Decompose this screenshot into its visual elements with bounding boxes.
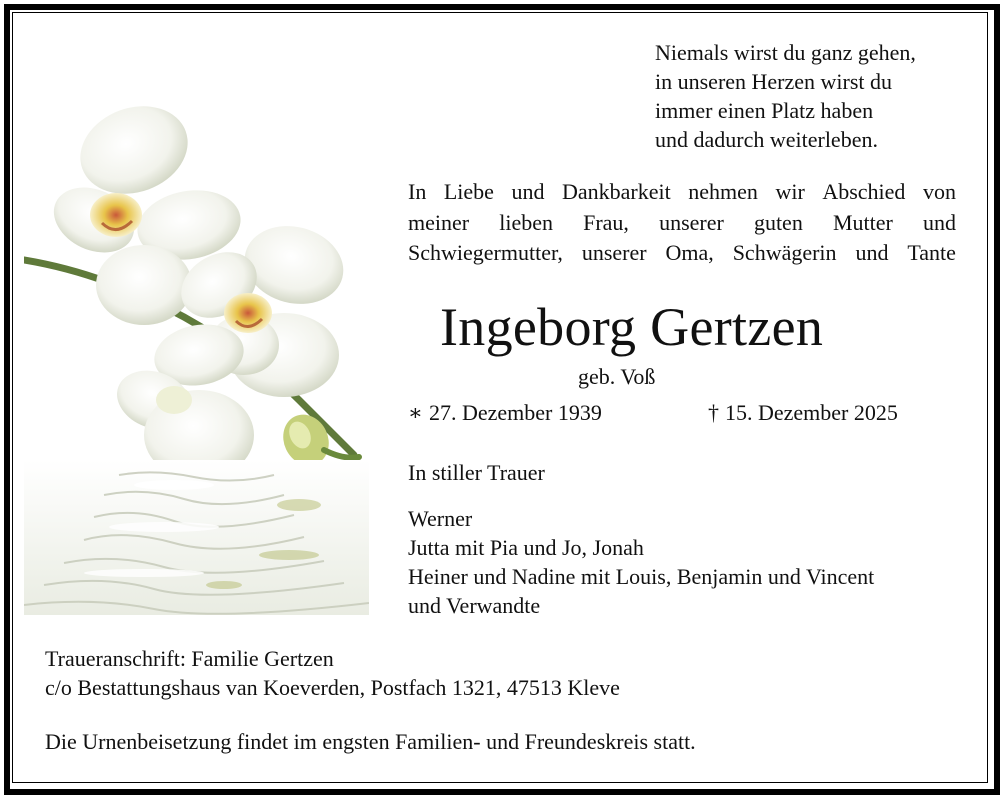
quote-block [655, 38, 916, 154]
family-list [408, 504, 874, 620]
asterisk-icon: ∗ [408, 400, 423, 425]
intro-word: von [922, 179, 956, 204]
orchid-image [24, 55, 369, 615]
intro-word: Mutter [832, 209, 893, 235]
burial-note: Die Urnenbeisetzung findet im engsten Familien- und Freundeskreis statt. [45, 729, 696, 754]
intro-word: Oma, [665, 240, 714, 265]
address-line: Traueranschrift: Familie Gertzen [45, 646, 334, 671]
birth-date-line [408, 400, 602, 426]
intro-line [408, 208, 956, 239]
mourning-address [45, 644, 620, 702]
family-line: und Verwandte [408, 593, 541, 618]
intro-word: und [855, 240, 889, 265]
intro-word: Schwiegermutter, [408, 240, 563, 265]
deceased-name: Ingeborg Gertzen [440, 297, 824, 357]
intro-word: Tante [907, 240, 956, 265]
cross-icon: † [708, 400, 719, 425]
birth-date: 27. Dezember 1939 [428, 400, 602, 425]
family-line: Jutta mit Pia und Jo, Jonah [408, 535, 644, 560]
intro-paragraph [408, 177, 956, 269]
intro-word: Dankbarkeit [562, 179, 671, 204]
intro-word: Abschied [822, 179, 906, 204]
intro-word: guten [753, 209, 803, 235]
intro-line [408, 177, 956, 208]
quote-line: in unseren Herzen wirst du [655, 69, 893, 94]
intro-word: und [922, 209, 956, 235]
address-line: c/o Bestattungshaus van Koeverden, Postfach 1321, 47513 Kleve [45, 675, 620, 700]
intro-word: Liebe [443, 179, 494, 204]
intro-word: Frau, [583, 209, 629, 235]
quote-line: Niemals wirst du ganz gehen, [655, 40, 916, 65]
intro-word: In [408, 179, 427, 204]
intro-word: nehmen [688, 179, 758, 204]
intro-word: unserer [581, 240, 647, 265]
intro-word: wir [775, 179, 805, 204]
intro-line [408, 238, 956, 269]
mourning-text: In stiller Trauer [408, 460, 545, 485]
intro-word: meiner [408, 209, 470, 235]
intro-word: Schwägerin [732, 240, 837, 265]
quote-line: und dadurch weiterleben. [655, 127, 878, 152]
family-line: Heiner und Nadine mit Louis, Benjamin und Vincent [408, 564, 875, 589]
quote-line: immer einen Platz haben [655, 98, 874, 123]
intro-word: unserer [659, 209, 724, 235]
intro-word: und [511, 179, 545, 204]
intro-word: lieben [499, 209, 553, 235]
death-date-line [708, 400, 898, 426]
maiden-name: geb. Voß [578, 364, 656, 389]
death-date: 15. Dezember 2025 [725, 400, 898, 425]
family-line: Werner [408, 506, 473, 531]
